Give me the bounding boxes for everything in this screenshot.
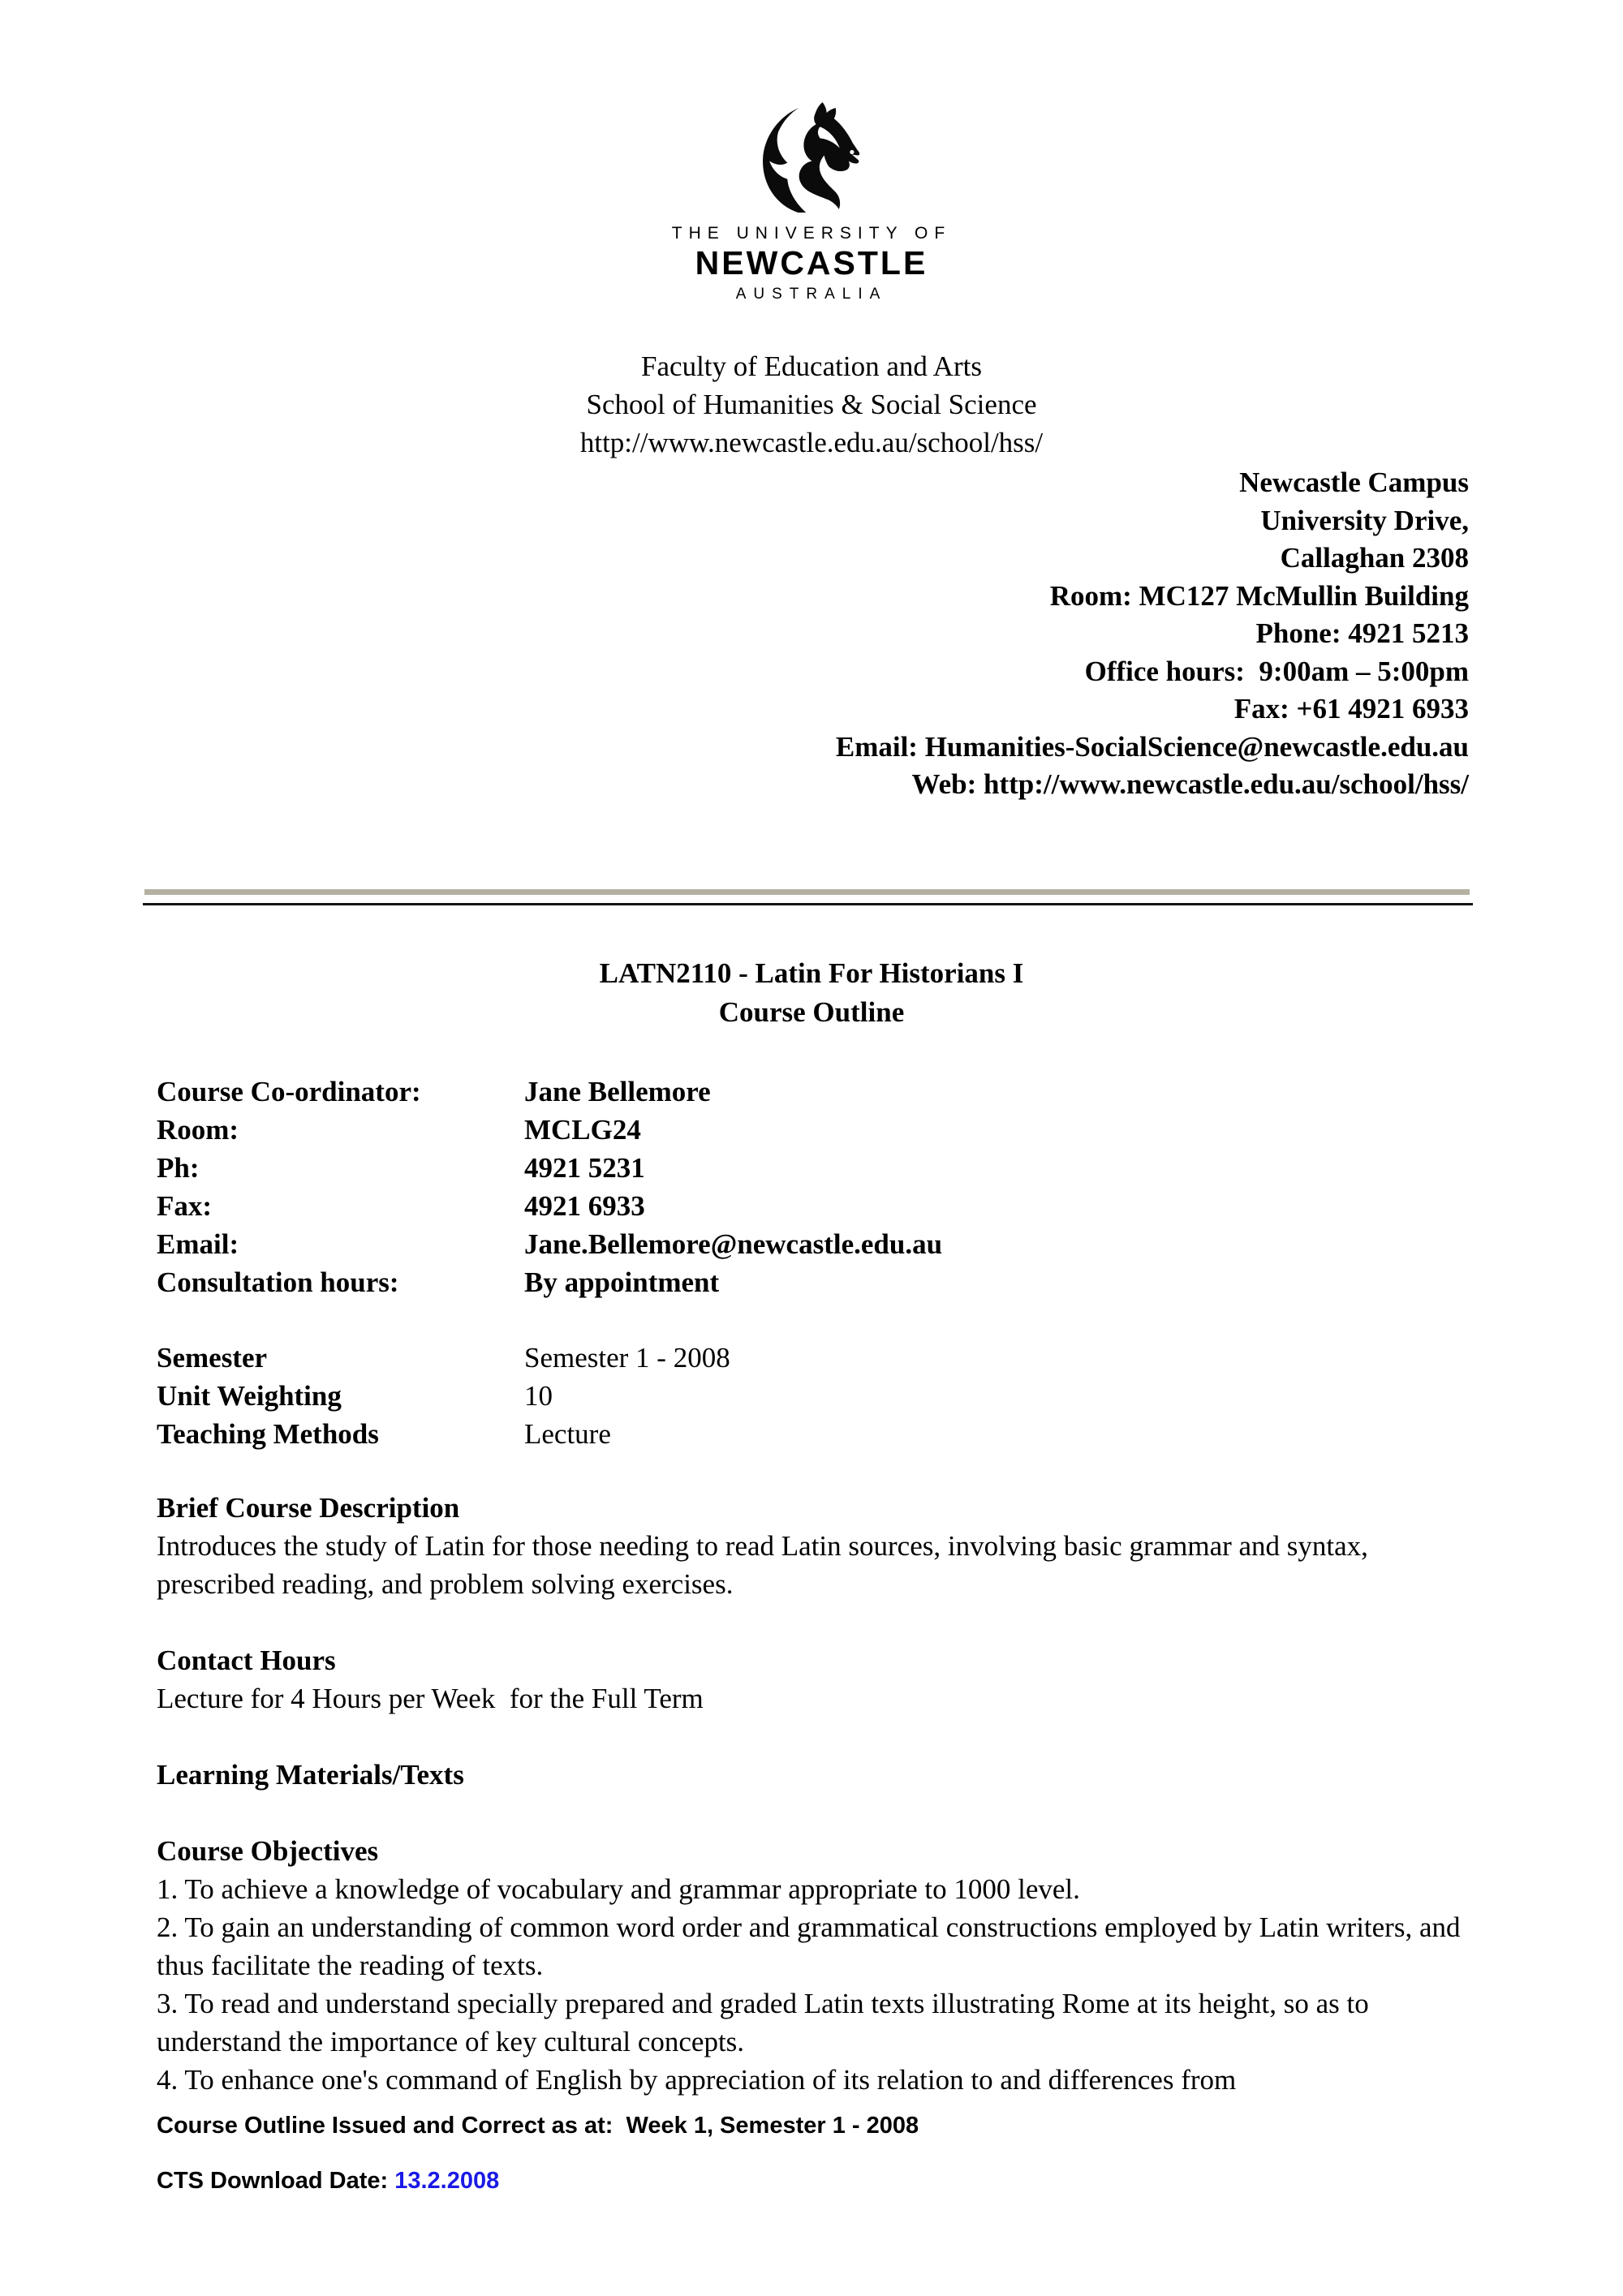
row-value: Jane Bellemore [524,1076,711,1107]
table-row [157,1073,942,1111]
section-course-objectives [157,1832,1479,2099]
logo-text-australia: AUSTRALIA [735,286,888,303]
divider-tan-rule [144,889,1470,895]
semester-details-table [157,1339,730,1453]
university-logo [0,102,1623,303]
faculty-block [0,347,1623,462]
section-brief-course-description [157,1489,1479,1603]
divider-black-rule [143,903,1473,905]
row-label: Fax: [157,1190,213,1222]
row-value: 4921 5231 [524,1152,645,1184]
row-value: 10 [524,1380,553,1412]
row-label: Semester [157,1342,268,1374]
row-value: 4921 6933 [524,1190,645,1222]
course-code-title: LATN2110 - Latin For Historians I [599,957,1024,989]
row-label: Email: [157,1228,239,1260]
section-body: Lecture for 4 Hours per Week for the Full Term [157,1683,704,1714]
cts-download-label: CTS Download Date: [157,2168,395,2194]
section-heading: Contact Hours [157,1645,336,1676]
campus-phone: Phone: 4921 5213 [1255,617,1469,649]
footer-issued-line: Course Outline Issued and Correct as at: Week 1, Semester 1 - 2008 [157,2113,919,2139]
row-value: Lecture [524,1418,611,1450]
table-row [157,1263,942,1301]
table-row [157,1339,730,1377]
row-value: By appointment [524,1266,720,1298]
campus-name: Newcastle Campus [1239,467,1469,498]
objective-item: 3. To read and understand specially prepared and graded Latin texts illustrating Rome at its height, so as to understand the importance of key cultural concepts. [157,1988,1376,2057]
school-name: School of Humanities & Social Science [586,389,1037,420]
section-heading: Course Objectives [157,1835,379,1867]
row-label: Unit Weighting [157,1380,342,1412]
objective-item: 2. To gain an understanding of common word order and grammatical constructions employed by Latin writers, and thus facilitate the reading of texts. [157,1911,1468,1981]
section-body: Introduces the study of Latin for those needing to read Latin sources, involving basic grammar and syntax, prescribed reading, and problem solving exercises. [157,1530,1375,1600]
table-row [157,1225,942,1263]
campus-office-hours: Office hours: 9:00am – 5:00pm [1084,655,1469,687]
course-sections [157,1489,1479,2137]
objective-item: 1. To achieve a knowledge of vocabulary and grammar appropriate to 1000 level. [157,1873,1080,1905]
campus-web: Web: http://www.newcastle.edu.au/school/hss/ [911,768,1469,800]
table-row [157,1149,942,1187]
faculty-name: Faculty of Education and Arts [641,350,982,382]
table-row [157,1111,942,1149]
table-row [157,1377,730,1415]
section-heading: Brief Course Description [157,1492,460,1524]
objective-item: 4. To enhance one's command of English by appreciation of its relation to and differences from [157,2064,1237,2096]
row-label: Room: [157,1114,239,1146]
course-outline-subtitle: Course Outline [718,996,905,1028]
row-label: Course Co-ordinator: [157,1076,421,1107]
row-value: Semester 1 - 2008 [524,1342,730,1374]
row-value: Jane.Bellemore@newcastle.edu.au [524,1228,943,1260]
section-contact-hours [157,1641,1479,1718]
footer-cts-line [157,2168,499,2195]
section-learning-materials [157,1756,1479,1794]
campus-suburb: Callaghan 2308 [1280,542,1469,574]
logo-text-newcastle: NEWCASTLE [695,244,928,282]
campus-room: Room: MC127 McMullin Building [1049,579,1469,612]
table-row [157,1415,730,1453]
table-row [157,1187,942,1225]
cts-download-date: 13.2.2008 [394,2168,500,2194]
row-value: MCLG24 [524,1114,641,1146]
row-label: Ph: [157,1152,200,1184]
campus-email: Email: Humanities-SocialScience@newcastle.edu.au [835,730,1469,763]
section-heading: Learning Materials/Texts [157,1759,464,1791]
campus-fax: Fax: +61 4921 6933 [1233,693,1469,724]
logo-text-university-of: THE UNIVERSITY OF [671,224,952,243]
coordinator-table [157,1073,942,1301]
campus-contact-block [836,464,1469,804]
newcastle-seahorse-icon [756,102,867,213]
row-label: Consultation hours: [157,1266,399,1298]
campus-street: University Drive, [1260,504,1469,536]
course-title [0,954,1623,1032]
row-label: Teaching Methods [157,1418,379,1450]
school-url: http://www.newcastle.edu.au/school/hss/ [579,427,1044,458]
